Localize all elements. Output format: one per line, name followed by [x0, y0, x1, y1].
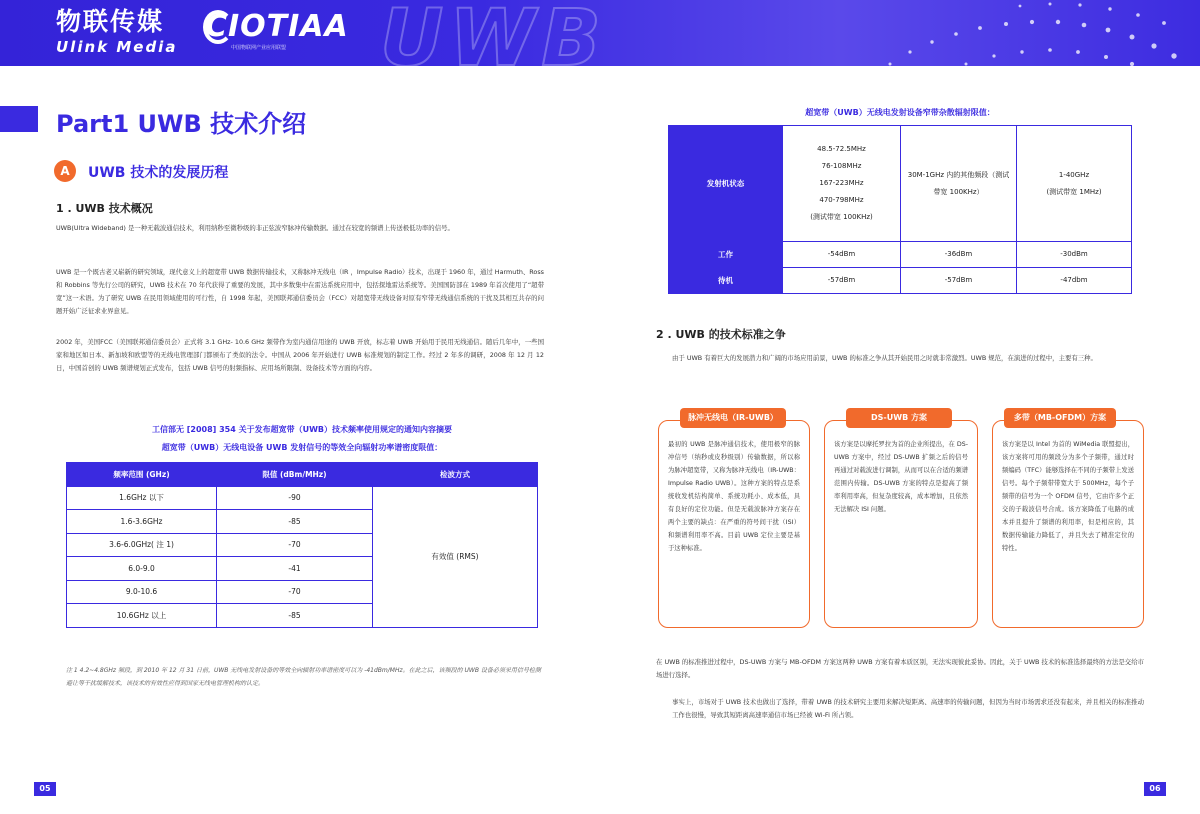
page-number-left: 05 — [34, 782, 56, 796]
band-line: 470-798MHz — [819, 196, 864, 204]
paragraph-1: UWB(Ultra Wideband) 是一种无载波通信技术，利用纳秒至微秒级的非正弦波窄脉冲传输数据。通过在较宽的频谱上传送极低功率的信号。 — [56, 224, 454, 232]
band-header-cell — [783, 126, 901, 242]
paragraph-end-1: 在 UWB 的标准推进过程中，DS-UWB 方案与 MB-OFDM 方案这两种 UWB 方案有着本质区别，无法实现彼此妥协。因此，关于 UWB 技术的标准选择最终的方法是交给市场进行选择。 — [656, 658, 1144, 679]
band-line: 1-40GHz — [1058, 170, 1090, 179]
partner-logo-text: CIOTIAA — [205, 9, 349, 44]
column-header: 限值 (dBm/MHz) — [217, 463, 373, 487]
brand-name-en: Ulink Media — [56, 38, 178, 56]
band-header-cell: 30M-1GHz 内的其他频段（测试带宽 100KHz） — [901, 126, 1017, 242]
table-cell: -54dBm — [783, 242, 901, 268]
table-row — [669, 268, 1132, 294]
card-body: 该方案是以 Intel 为首的 WiMedia 联盟提出，该方案将可用的频段分为多个子频带，通过时频编码（TFC）能够选择在不同的子频带上发送信号。每个子频带带宽大于 500MHz，每个子频带的信号为一个 OFDM 信号，它由许多个正交的子载波信号合成。该方案降低了电路的成本并且提升了频谱的利用率，但是相应的，其数据传输能力降低了，并且失去了精准定位的特性。 — [1002, 441, 1134, 552]
table-cell: -30dBm — [1017, 242, 1132, 268]
row-header: 发射机状态 — [669, 126, 783, 242]
card-body: 该方案是以摩托罗拉为首的企业所提出，在 DS-UWB 方案中，经过 DS-UWB 扩频之后的信号再通过对载波进行调制，从而可以在合适的频谱范围内传输。DS-UWB 方案的特点是提高了频率利用率高，但复杂度较高，成本增加，且依然无法解决 ISI 问题。 — [834, 441, 968, 513]
brand-name-cn: 物联传媒 — [56, 7, 165, 36]
section-badge: A — [54, 160, 76, 182]
band-line: 48.5-72.5MHz — [817, 145, 866, 153]
partner-logo-subtitle: 中国物联网产业应用联盟 — [231, 45, 287, 51]
table-cell: -36dBm — [901, 242, 1017, 268]
heading-standard: 2 . UWB 的技术标准之争 — [656, 328, 786, 341]
paragraph-end-2: 事实上，市场对于 UWB 技术也做出了选择，带着 UWB 的技术研究主要用来解决短距离、高速率的传输问题，但因为当时市场需求还没有起来，并且相关的标准推动工作也很慢，导致其短距离高速率通信市场已经被 Wi-Fi 所占领。 — [672, 698, 1144, 719]
column-header: 频率范围 (GHz) — [67, 463, 217, 487]
dotted-arc-decoration-icon — [870, 0, 1190, 66]
band-line: 76-108MHz — [821, 162, 862, 170]
band-line: (测试带宽 1MHz) — [1046, 187, 1102, 196]
card-title: 多带（MB-OFDM）方案 — [1004, 408, 1116, 428]
table-caption-limits: 超宽带（UWB）无线电设备 UWB 发射信号的等效全向辐射功率谱密度限值： — [161, 443, 443, 452]
brand-logo — [56, 8, 177, 56]
row-label: 工作 — [669, 242, 783, 268]
table-cell: -90 — [217, 486, 373, 510]
table-cell: 6.0-9.0 — [67, 557, 217, 581]
table-caption-notice: 工信部无 [2008] 354 关于发布超宽带（UWB）技术频率使用规定的通知内容摘要 — [151, 425, 453, 434]
table-cell: -70 — [217, 533, 373, 557]
page-title: Part1 UWB 技术介绍 — [56, 110, 307, 138]
table-cell: -57dBm — [783, 268, 901, 294]
card-body: 最初的 UWB 是脉冲通信技术，使用极窄的脉冲信号（纳秒或皮秒级别）传输数据，所以称为脉冲超宽带，又称为脉冲无线电（IR-UWB：Impulse Radio UWB）。这种方案的特点是系统收发机结构简单、系统功耗小、成本低，具有良好的定位功能。但是无载波脉冲方案存在两个主要的缺点：在严重的符号间干扰（ISI）和频谱利用率不高。目前 UWB 定位主要是基于这种标准。 — [668, 441, 800, 552]
band-line: 167-223MHz — [819, 179, 864, 187]
partner-logo — [205, 10, 349, 51]
table-cell: -85 — [217, 604, 373, 628]
section-title: UWB 技术的发展历程 — [88, 165, 229, 181]
table-cell: -47dbm — [1017, 268, 1132, 294]
detection-method-cell: 有效值 (RMS) — [373, 486, 538, 627]
table-cell: 9.0-10.6 — [67, 580, 217, 604]
uwb-watermark: UWB — [380, 0, 607, 66]
spurious-emission-table — [668, 125, 1132, 294]
band-header-cell — [1017, 126, 1132, 242]
part-title-bar — [0, 106, 38, 132]
band-line: (测试带宽 100KHz) — [810, 213, 873, 221]
table-cell: 10.6GHz 以上 — [67, 604, 217, 628]
card-title: 脉冲无线电（IR-UWB） — [680, 408, 786, 428]
table-cell: -57dBm — [901, 268, 1017, 294]
column-header: 检波方式 — [373, 463, 538, 487]
table-header-row — [669, 126, 1132, 242]
table-cell: 1.6GHz 以下 — [67, 486, 217, 510]
page-number-right: 06 — [1144, 782, 1166, 796]
table-header-row — [67, 463, 538, 487]
card-title: DS-UWB 方案 — [846, 408, 952, 428]
spurious-table-caption: 超宽带（UWB）无线电发射设备窄带杂散辐射限值： — [805, 108, 995, 117]
table-cell: -41 — [217, 557, 373, 581]
table-cell: -70 — [217, 580, 373, 604]
heading-overview: 1 . UWB 技术概况 — [56, 202, 153, 215]
emission-limit-table — [66, 462, 538, 628]
header-band — [0, 0, 1200, 66]
table-row — [67, 486, 538, 510]
table-cell: 3.6-6.0GHz( 注 1) — [67, 533, 217, 557]
table-cell: -85 — [217, 510, 373, 534]
paragraph-standard: 由于 UWB 有着巨大的发展潜力和广阔的市场应用前景，UWB 的标准之争从其开始民用之时就非常激烈。UWB 规范，在演进的过程中，主要有三种。 — [672, 354, 1097, 362]
partner-logo-ring-icon — [203, 10, 233, 44]
table-cell: 1.6-3.6GHz — [67, 510, 217, 534]
table-footnote: 注 1 4.2~4.8GHz 频段，到 2010 年 12 月 31 日前，UWB 无线电发射设备的等效全向辐射功率谱密度可以为 -41dBm/MHz。在此之后，该频段的 UWB 设备必须采用信号检测避让等干扰缓解技术，该技术的有效性应得到国家无线电管理机构的认定。 — [66, 667, 541, 687]
paragraph-2: UWB 是一个既古老又崭新的研究领域，现代意义上的超宽带 UWB 数据传输技术，又称脉冲无线电（IR ，Impulse Radio）技术，出现于 1960 年，通过 Harmuth、Ross 和 Robbins 等先行公司的研究，UWB 技术在 70 年代获得了重要的发展，其中多数集中在雷达系统应用中，包括探地雷达系统等。美国国防部在 1989 年首次使用了“超带宽”这一术语。为了研究 UWB 在民用领域使用的可行性，自 1998 年起，美国联邦通信委员会（FCC）对超宽带无线设备对原有窄带无线通信系统的干扰及其相互共存的问题开始广泛征求业界意见。 — [56, 268, 544, 315]
table-row — [669, 242, 1132, 268]
row-label: 待机 — [669, 268, 783, 294]
paragraph-3: 2002 年，美国FCC（美国联邦通信委员会）正式将 3.1 GHz- 10.6 GHz 频带作为室内通信用途的 UWB 开放，标志着 UWB 开始用于民用无线通信。随后几年中，一些国家和地区如日本、新加坡和欧盟等的无线电管理部门都颁布了类似的法令。中国从 2006 年开始进行 UWB 标准规划的制定工作。经过 2 年多的调研，2008 年 12 月 12 日，中国首创的 UWB 频谱规划正式发布，包括 UWB 信号的射频指标、应用场所限制、设备技术等方面的内容。 — [56, 338, 544, 372]
